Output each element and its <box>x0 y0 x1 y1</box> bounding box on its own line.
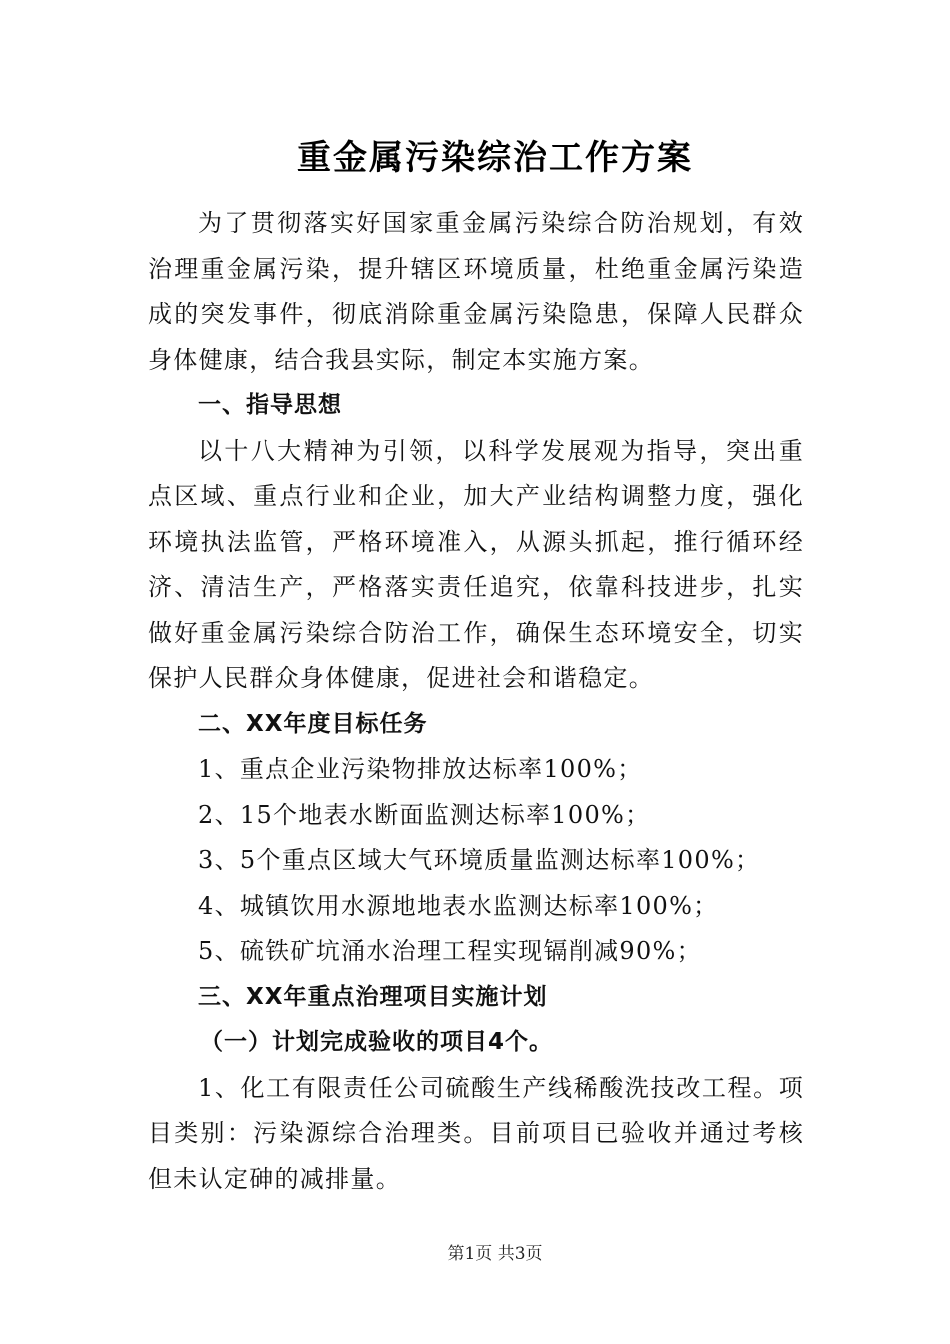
section-heading-guiding-ideology: 一、指导思想 <box>198 392 342 418</box>
target-item: 1、重点企业污染物排放达标率100%； <box>198 755 643 783</box>
target-item: 3、5个重点区域大气环境质量监测达标率100%； <box>198 846 761 874</box>
section-heading-annual-targets: 二、XX年度目标任务 <box>198 710 428 737</box>
guiding-ideology-paragraph: 以十八大精神为引领，以科学发展观为指导，突出重点区域、重点行业和企业，加大产业结构调整力度，强化环境执法监管，严格环境准入，从源头抓起，推行循环经济、清洁生产，严格落实责任追究，依靠科技进步，扎实做好重金属污染综合防治工作，确保生态环境安全，切实保护人民群众身体健康，促进社会和谐稳定。 <box>148 436 804 692</box>
project-paragraph: 1、化工有限责任公司硫酸生产线稀酸洗技改工程。项目类别：污染源综合治理类。目前项目已验收并通过考核但未认定砷的减排量。 <box>148 1073 804 1193</box>
subsection-heading-completed-projects: （一）计划完成验收的项目4个。 <box>200 1029 554 1055</box>
target-item: 4、城镇饮用水源地地表水监测达标率100%； <box>198 891 719 920</box>
target-item: 5、硫铁矿坑涌水治理工程实现镉削减90%； <box>198 937 702 965</box>
document-body <box>148 201 804 1202</box>
document-title: 重金属污染综治工作方案 <box>297 138 693 178</box>
intro-paragraph: 为了贯彻落实好国家重金属污染综合防治规划，有效治理重金属污染，提升辖区环境质量，杜绝重金属污染造成的突发事件，彻底消除重金属污染隐患，保障人民群众身体健康，结合我县实际，制定本实施方案。 <box>148 209 804 374</box>
page-number-footer: 第1页 共3页 <box>447 1244 543 1264</box>
target-item: 2、15个地表水断面监测达标率100%； <box>198 800 651 829</box>
section-heading-project-plan: 三、XX年重点治理项目实施计划 <box>198 983 548 1010</box>
